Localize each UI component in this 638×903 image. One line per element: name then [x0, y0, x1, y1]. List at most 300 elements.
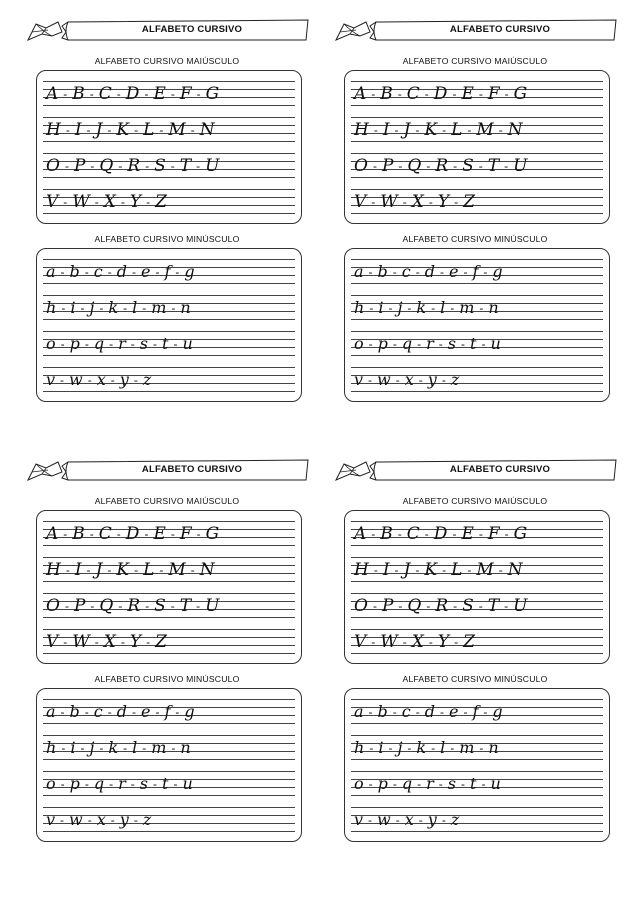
guide-line	[43, 807, 295, 808]
separator-dash: -	[190, 563, 195, 577]
separator-dash: -	[84, 337, 89, 351]
alphabet-row	[37, 151, 301, 177]
separator-dash: -	[372, 599, 377, 613]
cursive-letter: h	[46, 738, 57, 757]
uppercase-panel	[36, 70, 302, 224]
separator-dash: -	[467, 123, 472, 137]
guide-line	[351, 795, 603, 796]
cursive-letter: E	[153, 524, 166, 544]
cursive-letter: t	[470, 334, 477, 353]
lowercase-panel	[344, 688, 610, 842]
cursive-letter: P	[381, 156, 394, 176]
cursive-letter: C	[406, 84, 420, 104]
separator-dash: -	[170, 87, 175, 101]
cursive-letter: O	[354, 156, 368, 176]
guide-line	[351, 557, 603, 558]
cursive-letter: S	[462, 596, 474, 616]
separator-dash: -	[87, 373, 92, 387]
separator-dash: -	[461, 337, 466, 351]
cursive-letter: l	[132, 738, 138, 757]
separator-dash: -	[415, 123, 420, 137]
separator-dash: -	[453, 159, 458, 173]
cursive-letter: D	[125, 84, 140, 104]
cursive-letter: f	[164, 702, 171, 721]
cursive-letter: Z	[463, 192, 475, 212]
separator-dash: -	[132, 705, 137, 719]
cursive-letter: r	[426, 774, 434, 793]
separator-dash: -	[60, 777, 65, 791]
cursive-letter: P	[73, 156, 86, 176]
cursive-letter: N	[507, 560, 523, 580]
cursive-letter: n	[180, 738, 191, 757]
separator-dash: -	[373, 563, 378, 577]
guide-line	[351, 81, 603, 82]
alphabet-row	[37, 365, 301, 391]
cursive-letter: x	[96, 810, 106, 829]
cursive-letter: n	[488, 298, 499, 317]
guide-line	[43, 153, 295, 154]
letter-sequence	[45, 595, 293, 617]
alphabet-row	[37, 257, 301, 283]
cursive-letter: w	[377, 370, 391, 389]
cursive-letter: d	[424, 262, 436, 281]
cursive-letter: V	[354, 632, 367, 652]
banner-title: ALFABETO CURSIVO	[449, 24, 551, 35]
separator-dash: -	[371, 87, 376, 101]
separator-dash: -	[60, 373, 65, 387]
separator-dash: -	[84, 265, 89, 279]
separator-dash: -	[120, 635, 125, 649]
cursive-letter: k	[108, 298, 119, 317]
cursive-letter: y	[427, 810, 437, 829]
alphabet-row	[345, 591, 609, 617]
separator-dash: -	[99, 301, 104, 315]
cursive-letter: L	[143, 120, 155, 140]
letter-sequence	[353, 701, 601, 723]
cursive-letter: y	[119, 810, 129, 829]
cursive-letter: u	[182, 334, 193, 353]
cursive-letter: O	[354, 596, 368, 616]
cursive-letter: f	[472, 262, 479, 281]
cursive-letter: U	[205, 596, 220, 616]
separator-dash: -	[123, 741, 128, 755]
guide-line	[43, 593, 295, 594]
letter-sequence	[45, 701, 293, 723]
separator-dash: -	[134, 563, 139, 577]
alphabet-row	[345, 79, 609, 105]
separator-dash: -	[431, 301, 436, 315]
alphabet-row	[37, 769, 301, 795]
separator-dash: -	[120, 195, 125, 209]
cursive-letter: g	[492, 262, 503, 281]
separator-dash: -	[170, 159, 175, 173]
separator-dash: -	[145, 159, 150, 173]
separator-dash: -	[171, 301, 176, 315]
cursive-letter: u	[182, 774, 193, 793]
cursive-letter: d	[424, 702, 436, 721]
guide-line	[43, 105, 295, 106]
separator-dash: -	[144, 87, 149, 101]
separator-dash: -	[159, 123, 164, 137]
cursive-letter: g	[184, 702, 195, 721]
cursive-letter: w	[69, 370, 83, 389]
guide-line	[43, 735, 295, 736]
cursive-letter: F	[179, 84, 192, 104]
cursive-letter: v	[46, 810, 56, 829]
guide-line	[43, 771, 295, 772]
separator-dash: -	[504, 599, 509, 613]
separator-dash: -	[454, 635, 459, 649]
separator-dash: -	[450, 741, 455, 755]
cursive-letter: l	[132, 298, 138, 317]
cursive-letter: D	[125, 524, 140, 544]
cursive-letter: r	[426, 334, 434, 353]
separator-dash: -	[424, 527, 429, 541]
cursive-letter: c	[93, 702, 103, 721]
alphabet-row	[37, 697, 301, 723]
cursive-letter: Q	[99, 596, 114, 616]
separator-dash: -	[80, 741, 85, 755]
cursive-letter: x	[404, 810, 414, 829]
cursive-letter: L	[451, 120, 463, 140]
separator-dash: -	[110, 373, 115, 387]
cursive-letter: L	[143, 560, 155, 580]
separator-dash: -	[478, 599, 483, 613]
uppercase-panel	[344, 70, 610, 224]
guide-line	[351, 581, 603, 582]
separator-dash: -	[65, 563, 70, 577]
alphabet-row	[345, 115, 609, 141]
banner	[22, 458, 312, 484]
letter-sequence	[353, 631, 601, 653]
separator-dash: -	[145, 599, 150, 613]
separator-dash: -	[90, 599, 95, 613]
separator-dash: -	[89, 527, 94, 541]
cursive-letter: m	[151, 738, 167, 757]
cursive-letter: Q	[407, 156, 422, 176]
separator-dash: -	[452, 87, 457, 101]
uppercase-section-title: ALFABETO CURSIVO MAIÚSCULO	[402, 56, 548, 66]
separator-dash: -	[504, 87, 509, 101]
separator-dash: -	[415, 563, 420, 577]
cursive-letter: h	[354, 298, 365, 317]
cursive-letter: P	[381, 596, 394, 616]
cursive-letter: m	[151, 298, 167, 317]
cursive-letter: Q	[407, 596, 422, 616]
banner-title: ALFABETO CURSIVO	[141, 24, 243, 35]
separator-dash: -	[428, 195, 433, 209]
cursive-letter: n	[180, 298, 191, 317]
cursive-letter: d	[116, 262, 128, 281]
cursive-letter: t	[162, 774, 169, 793]
alphabet-row	[345, 555, 609, 581]
cursive-letter: b	[377, 262, 388, 281]
letter-sequence	[45, 631, 293, 653]
cursive-letter: W	[380, 192, 398, 212]
banner	[330, 458, 620, 484]
lowercase-panel	[344, 248, 610, 402]
cursive-letter: G	[205, 84, 220, 104]
separator-dash: -	[431, 741, 436, 755]
cursive-letter: i	[70, 298, 76, 317]
guide-line	[43, 629, 295, 630]
alphabet-row	[345, 151, 609, 177]
cursive-letter: h	[46, 298, 57, 317]
separator-dash: -	[64, 599, 69, 613]
separator-dash: -	[175, 265, 180, 279]
separator-dash: -	[61, 741, 66, 755]
cursive-letter: A	[46, 524, 59, 544]
cursive-letter: C	[98, 84, 112, 104]
cursive-letter: Z	[463, 632, 475, 652]
cursive-letter: Y	[129, 192, 142, 212]
cursive-letter: v	[46, 370, 56, 389]
cursive-letter: a	[354, 702, 364, 721]
letter-sequence	[45, 261, 293, 283]
guide-line	[351, 629, 603, 630]
separator-dash: -	[440, 705, 445, 719]
separator-dash: -	[417, 777, 422, 791]
alphabet-row	[37, 591, 301, 617]
separator-dash: -	[402, 195, 407, 209]
cursive-letter: b	[69, 262, 80, 281]
uppercase-section-title: ALFABETO CURSIVO MAIÚSCULO	[94, 56, 240, 66]
guide-line	[351, 807, 603, 808]
cursive-letter: I	[382, 120, 390, 140]
cursive-letter: u	[490, 334, 501, 353]
alphabet-row	[37, 329, 301, 355]
letter-sequence	[45, 737, 293, 759]
guide-line	[351, 521, 603, 522]
cursive-letter: J	[95, 120, 103, 140]
separator-dash: -	[171, 741, 176, 755]
guide-line	[43, 319, 295, 320]
cursive-letter: F	[487, 84, 500, 104]
guide-line	[351, 367, 603, 368]
cursive-letter: J	[95, 560, 103, 580]
cursive-letter: y	[427, 370, 437, 389]
cursive-letter: b	[377, 702, 388, 721]
cursive-letter: g	[492, 702, 503, 721]
cursive-letter: R	[127, 596, 141, 616]
cursive-letter: s	[139, 774, 149, 793]
alphabet-row	[345, 733, 609, 759]
cursive-letter: H	[46, 120, 61, 140]
separator-dash: -	[63, 87, 68, 101]
guide-line	[43, 545, 295, 546]
cursive-letter: c	[401, 702, 411, 721]
cursive-letter: s	[447, 334, 457, 353]
guide-line	[43, 81, 295, 82]
guide-line	[351, 653, 603, 654]
guide-line	[43, 295, 295, 296]
cursive-letter: X	[103, 632, 116, 652]
letter-sequence	[45, 523, 293, 545]
separator-dash: -	[196, 527, 201, 541]
separator-dash: -	[368, 705, 373, 719]
cursive-letter: H	[46, 560, 61, 580]
separator-dash: -	[392, 705, 397, 719]
alphabet-row	[345, 769, 609, 795]
separator-dash: -	[173, 337, 178, 351]
letter-sequence	[353, 155, 601, 177]
cursive-letter: I	[74, 120, 82, 140]
banner-title: ALFABETO CURSIVO	[141, 464, 243, 475]
letter-sequence	[45, 119, 293, 141]
letter-sequence	[45, 369, 293, 391]
separator-dash: -	[478, 527, 483, 541]
alphabet-row	[37, 733, 301, 759]
separator-dash: -	[86, 563, 91, 577]
lowercase-section-title: ALFABETO CURSIVO MINÚSCULO	[94, 674, 240, 684]
separator-dash: -	[89, 87, 94, 101]
separator-dash: -	[397, 87, 402, 101]
cursive-letter: M	[476, 560, 494, 580]
cursive-letter: f	[472, 702, 479, 721]
cursive-letter: V	[354, 192, 367, 212]
cursive-letter: a	[46, 702, 56, 721]
separator-dash: -	[371, 635, 376, 649]
cursive-letter: B	[72, 84, 85, 104]
separator-dash: -	[463, 265, 468, 279]
separator-dash: -	[461, 777, 466, 791]
separator-dash: -	[394, 123, 399, 137]
separator-dash: -	[159, 563, 164, 577]
separator-dash: -	[130, 337, 135, 351]
cursive-letter: o	[46, 774, 56, 793]
cursive-letter: E	[153, 84, 166, 104]
separator-dash: -	[441, 813, 446, 827]
alphabet-row	[345, 257, 609, 283]
separator-dash: -	[438, 777, 443, 791]
cursive-letter: f	[164, 262, 171, 281]
guide-line	[351, 355, 603, 356]
lowercase-section-title: ALFABETO CURSIVO MINÚSCULO	[402, 234, 548, 244]
separator-dash: -	[392, 777, 397, 791]
cursive-letter: g	[184, 262, 195, 281]
uppercase-panel	[36, 510, 302, 664]
cursive-letter: H	[354, 560, 369, 580]
guide-line	[43, 355, 295, 356]
cursive-letter: G	[513, 524, 528, 544]
cursive-letter: V	[46, 632, 59, 652]
separator-dash: -	[123, 301, 128, 315]
guide-line	[351, 213, 603, 214]
cursive-letter: U	[205, 156, 220, 176]
separator-dash: -	[479, 741, 484, 755]
alphabet-row	[37, 805, 301, 831]
separator-dash: -	[107, 705, 112, 719]
guide-line	[43, 283, 295, 284]
alphabet-row	[345, 805, 609, 831]
cursive-letter: u	[490, 774, 501, 793]
guide-line	[43, 177, 295, 178]
uppercase-section-title: ALFABETO CURSIVO MAIÚSCULO	[402, 496, 548, 506]
separator-dash: -	[371, 527, 376, 541]
separator-dash: -	[452, 527, 457, 541]
cursive-letter: p	[69, 334, 80, 353]
alphabet-row	[345, 293, 609, 319]
cursive-letter: i	[378, 298, 384, 317]
guide-line	[43, 367, 295, 368]
lowercase-panel	[36, 688, 302, 842]
cursive-letter: R	[435, 596, 449, 616]
separator-dash: -	[483, 265, 488, 279]
separator-dash: -	[196, 159, 201, 173]
cursive-letter: V	[46, 192, 59, 212]
guide-line	[43, 117, 295, 118]
cursive-letter: Y	[437, 192, 450, 212]
separator-dash: -	[440, 265, 445, 279]
guide-line	[43, 189, 295, 190]
cursive-letter: i	[378, 738, 384, 757]
separator-dash: -	[109, 337, 114, 351]
letter-sequence	[45, 773, 293, 795]
separator-dash: -	[118, 599, 123, 613]
separator-dash: -	[132, 265, 137, 279]
cursive-letter: F	[179, 524, 192, 544]
cursive-letter: A	[354, 84, 367, 104]
guide-line	[43, 831, 295, 832]
separator-dash: -	[441, 373, 446, 387]
cursive-letter: B	[380, 524, 393, 544]
letter-sequence	[45, 155, 293, 177]
cursive-letter: Z	[155, 192, 167, 212]
separator-dash: -	[481, 337, 486, 351]
cursive-letter: n	[488, 738, 499, 757]
letter-sequence	[353, 369, 601, 391]
cursive-letter: d	[116, 702, 128, 721]
guide-line	[43, 617, 295, 618]
letter-sequence	[353, 83, 601, 105]
separator-dash: -	[144, 527, 149, 541]
cursive-letter: K	[116, 560, 130, 580]
cursive-letter: M	[168, 560, 186, 580]
banner	[330, 18, 620, 44]
cursive-letter: w	[69, 810, 83, 829]
banner	[22, 18, 312, 44]
guide-line	[43, 213, 295, 214]
cursive-letter: Z	[155, 632, 167, 652]
guide-line	[351, 735, 603, 736]
cursive-letter: U	[513, 156, 528, 176]
separator-dash: -	[94, 635, 99, 649]
separator-dash: -	[467, 563, 472, 577]
guide-line	[351, 295, 603, 296]
cursive-letter: D	[433, 524, 448, 544]
separator-dash: -	[153, 337, 158, 351]
letter-sequence	[45, 83, 293, 105]
cursive-letter: O	[46, 156, 60, 176]
letter-sequence	[353, 119, 601, 141]
cursive-letter: j	[397, 738, 403, 757]
cursive-letter: E	[461, 84, 474, 104]
cursive-letter: c	[93, 262, 103, 281]
guide-line	[351, 759, 603, 760]
letter-sequence	[45, 333, 293, 355]
alphabet-row	[37, 627, 301, 653]
cursive-letter: h	[354, 738, 365, 757]
separator-dash: -	[173, 777, 178, 791]
cursive-letter: o	[354, 334, 364, 353]
cursive-letter: X	[411, 632, 424, 652]
guide-line	[351, 617, 603, 618]
guide-line	[43, 557, 295, 558]
alphabet-row	[345, 519, 609, 545]
letter-sequence	[353, 737, 601, 759]
separator-dash: -	[504, 527, 509, 541]
cursive-letter: T	[487, 156, 500, 176]
